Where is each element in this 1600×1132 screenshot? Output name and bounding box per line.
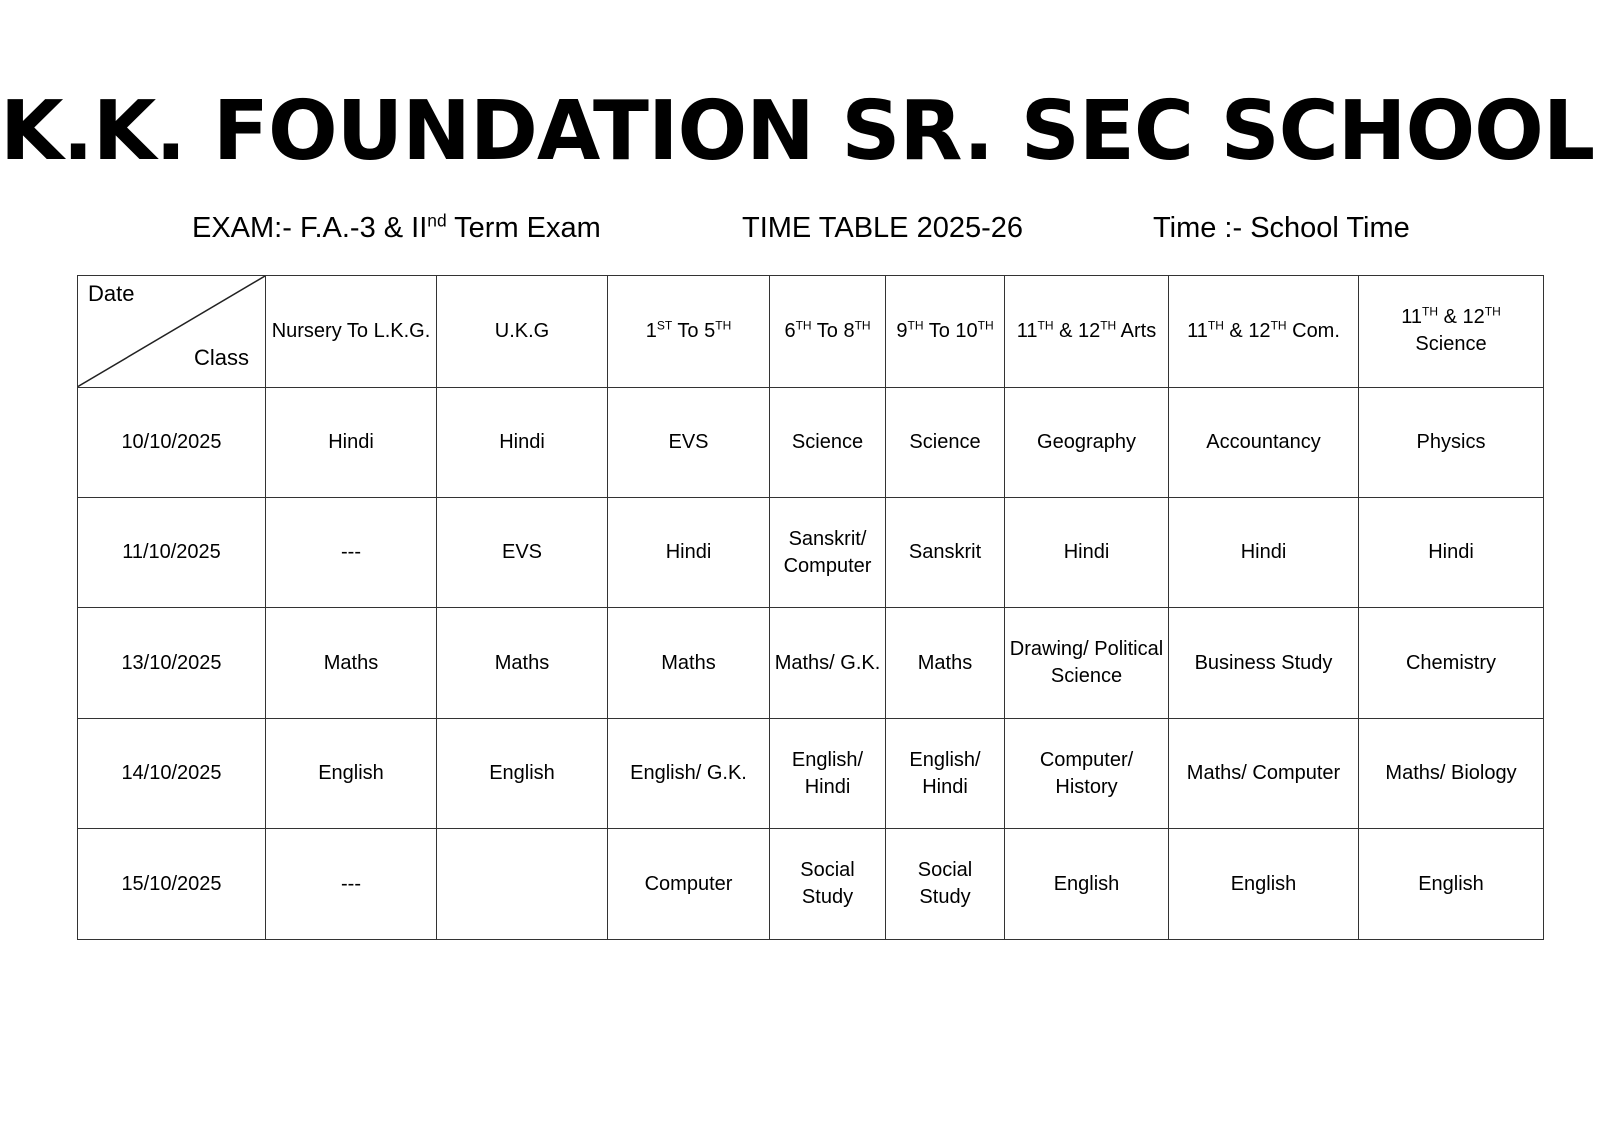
subject-cell: Social Study bbox=[886, 829, 1005, 940]
subject-cell: Hindi bbox=[1359, 497, 1544, 607]
exam-info: EXAM:- F.A.-3 & IInd Term Exam bbox=[192, 210, 601, 244]
column-header-6-to-8: 6TH To 8TH bbox=[770, 276, 886, 388]
corner-class-label: Class bbox=[193, 344, 249, 370]
subject-cell: Business Study bbox=[1169, 608, 1359, 718]
column-header-9-to-10: 9TH To 10TH bbox=[886, 276, 1005, 388]
subject-cell: Physics bbox=[1359, 387, 1544, 497]
subject-cell bbox=[437, 829, 608, 940]
subject-cell: English/ G.K. bbox=[608, 718, 770, 828]
subject-cell: Maths/ Biology bbox=[1359, 718, 1544, 828]
date-cell: 10/10/2025 bbox=[78, 387, 266, 497]
corner-date-label: Date bbox=[88, 281, 135, 306]
subject-cell: Maths bbox=[886, 608, 1005, 718]
subject-cell: Science bbox=[886, 387, 1005, 497]
header-row bbox=[78, 276, 1544, 388]
column-header-11-12-arts: 11TH & 12TH Arts bbox=[1005, 276, 1169, 388]
subject-cell: Maths/ Computer bbox=[1169, 718, 1359, 828]
subject-cell: --- bbox=[266, 497, 437, 607]
subject-cell: English bbox=[1005, 829, 1169, 940]
column-header-nursery: Nursery To L.K.G. bbox=[266, 276, 437, 388]
subject-cell: English/ Hindi bbox=[770, 718, 886, 828]
table-row bbox=[78, 497, 1544, 607]
timetable-title: TIME TABLE 2025-26 bbox=[742, 212, 1024, 244]
column-header-ukg: U.K.G bbox=[437, 276, 608, 388]
subject-cell: English bbox=[1169, 829, 1359, 940]
subject-cell: Hindi bbox=[266, 387, 437, 497]
table-row bbox=[78, 718, 1544, 828]
subject-cell: Sanskrit bbox=[886, 497, 1005, 607]
subject-cell: Hindi bbox=[1169, 497, 1359, 607]
subject-cell: Social Study bbox=[770, 829, 886, 940]
subject-cell: Maths/ G.K. bbox=[770, 608, 886, 718]
date-cell: 11/10/2025 bbox=[78, 497, 266, 607]
subject-cell: Chemistry bbox=[1359, 608, 1544, 718]
subject-cell: Geography bbox=[1005, 387, 1169, 497]
subject-cell: English bbox=[437, 718, 608, 828]
subject-cell: Computer/ History bbox=[1005, 718, 1169, 828]
table-row bbox=[78, 387, 1544, 497]
subject-cell: Maths bbox=[266, 608, 437, 718]
date-cell: 15/10/2025 bbox=[78, 829, 266, 940]
column-header-11-12-commerce: 11TH & 12TH Com. bbox=[1169, 276, 1359, 388]
subject-cell: EVS bbox=[437, 497, 608, 607]
school-title: K.K. FOUNDATION SR. SEC SCHOOL bbox=[0, 84, 1595, 179]
date-cell: 13/10/2025 bbox=[78, 608, 266, 718]
date-cell: 14/10/2025 bbox=[78, 718, 266, 828]
subject-cell: Hindi bbox=[437, 387, 608, 497]
subject-cell: Science bbox=[770, 387, 886, 497]
subject-cell: Hindi bbox=[608, 497, 770, 607]
subject-cell: Hindi bbox=[1005, 497, 1169, 607]
date-class-corner bbox=[78, 276, 266, 388]
subject-cell: EVS bbox=[608, 387, 770, 497]
subject-cell: Maths bbox=[608, 608, 770, 718]
subject-cell: English bbox=[266, 718, 437, 828]
subject-cell: English/ Hindi bbox=[886, 718, 1005, 828]
exam-timetable bbox=[77, 275, 1544, 940]
column-header-11-12-science: 11TH & 12TH Science bbox=[1359, 276, 1544, 388]
subject-cell: --- bbox=[266, 829, 437, 940]
subject-cell: Accountancy bbox=[1169, 387, 1359, 497]
table-row bbox=[78, 608, 1544, 718]
subject-cell: English bbox=[1359, 829, 1544, 940]
subject-cell: Computer bbox=[608, 829, 770, 940]
subject-cell: Sanskrit/ Computer bbox=[770, 497, 886, 607]
time-info: Time :- School Time bbox=[1153, 212, 1410, 244]
table-row bbox=[78, 829, 1544, 940]
column-header-1-to-5: 1ST To 5TH bbox=[608, 276, 770, 388]
subject-cell: Drawing/ Political Science bbox=[1005, 608, 1169, 718]
subject-cell: Maths bbox=[437, 608, 608, 718]
